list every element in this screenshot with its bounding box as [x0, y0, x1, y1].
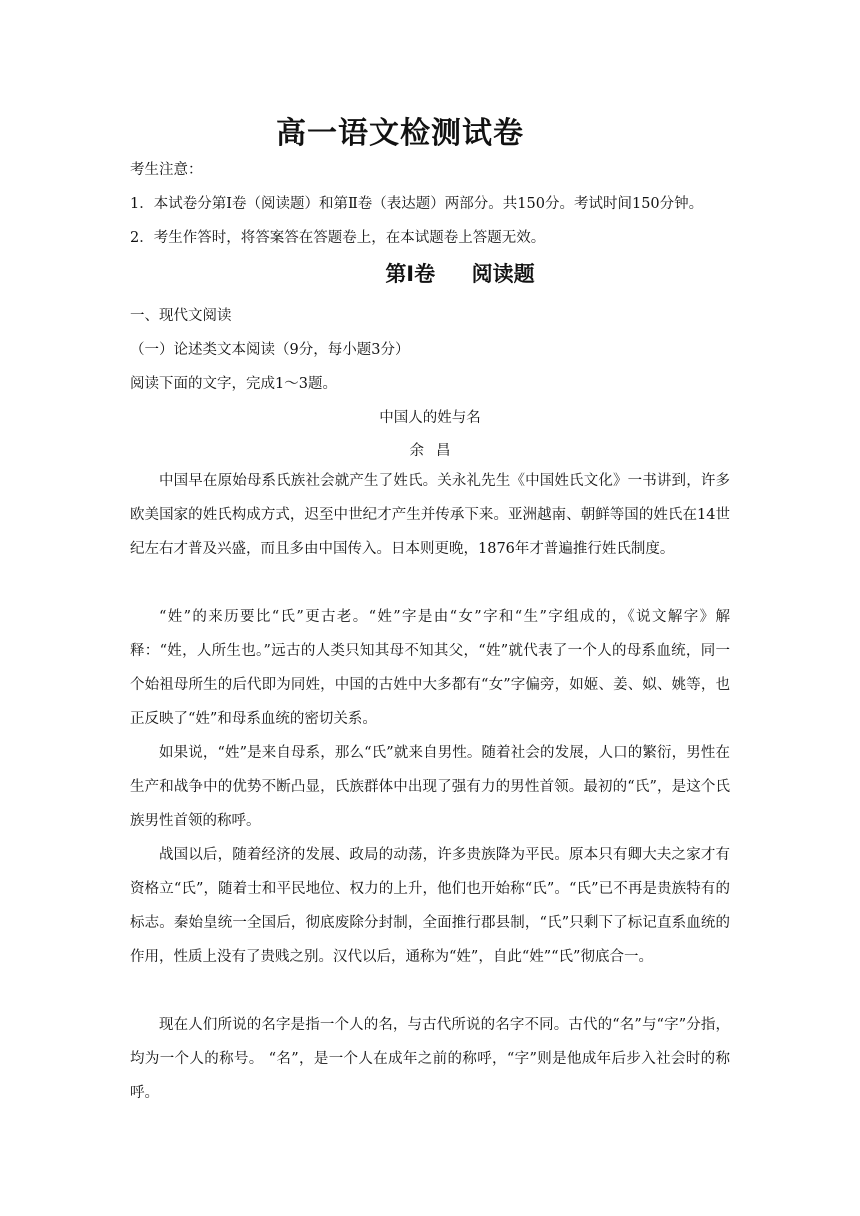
volume-title: 第Ⅰ卷 阅读题 [385, 262, 535, 286]
notice-item-1: 1．本试卷分第Ⅰ卷（阅读题）和第Ⅱ卷（表达题）两部分。共150分。考试时间150分钟。 [130, 196, 704, 212]
notice-heading: 考生注意： [130, 162, 203, 178]
section-heading: 一、现代文阅读 [130, 308, 232, 324]
exam-title: 高一语文检测试卷 [276, 116, 524, 151]
reading-instruction: 阅读下面的文字，完成1～3题。 [130, 376, 337, 392]
article-title: 中国人的姓与名 [379, 410, 481, 426]
article-author: 余昌 [409, 443, 463, 459]
subsection-heading: （一）论述类文本阅读（9分，每小题3分） [130, 342, 410, 358]
article-paragraph: 现在人们所说的名字是指一个人的名，与古代所说的名字不同。古代的“名”与“字”分指，均为一个人的称号。 “名”，是一个人在成年之前的称呼，“字”则是他成年后步入社会时的称呼。 [130, 1017, 730, 1101]
notice-item-2: 2．考生作答时，将答案答在答题卷上，在本试题卷上答题无效。 [130, 230, 546, 246]
article-paragraph: “姓”的来历要比“氏”更古老。“姓”字是由“女”字和“生”字组成的，《说文解字》解释：“姓，人所生也。”远古的人类只知其母不知其父，“姓”就代表了一个人的母系血统，同一个始祖母所生的后代即为同姓，中国的古姓中大多都有“女”字偏旁，如姬、姜、姒、姚等，也正反映了“姓”和母系血统的密切关系。 [130, 609, 730, 727]
article-paragraph: 战国以后，随着经济的发展、政局的动荡，许多贵族降为平民。原本只有卿大夫之家才有资格立“氏”，随着士和平民地位、权力的上升，他们也开始称“氏”。“氏”已不再是贵族特有的标志。秦始皇统一全国后，彻底废除分封制，全面推行郡县制，“氏”只剩下了标记直系血统的作用，性质上没有了贵贱之别。汉代以后，通称为“姓”，自此“姓”“氏”彻底合一。 [130, 847, 730, 965]
article-paragraph: 如果说，“姓”是来自母系，那么“氏”就来自男性。随着社会的发展，人口的繁衍，男性在生产和战争中的优势不断凸显，氏族群体中出现了强有力的男性首领。最初的“氏”，是这个氏族男性首领的称呼。 [130, 745, 730, 829]
article-paragraph: 中国早在原始母系氏族社会就产生了姓氏。关永礼先生《中国姓氏文化》一书讲到，许多欧美国家的姓氏构成方式，迟至中世纪才产生并传承下来。亚洲越南、朝鲜等国的姓氏在14世纪左右才普及兴盛，而且多由中国传入。日本则更晚，1876年才普遍推行姓氏制度。 [130, 473, 730, 557]
